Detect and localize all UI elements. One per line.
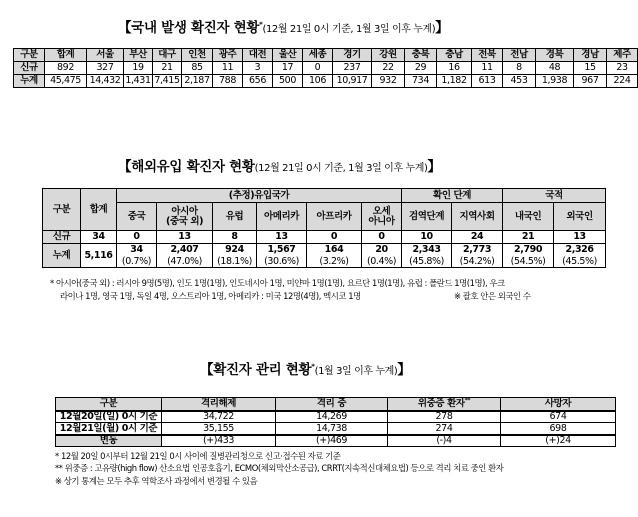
overseas-pct-cell: (3.2%) xyxy=(307,256,362,268)
domestic-header-cell: 경남 xyxy=(574,49,607,62)
overseas-new-cell: 13 xyxy=(257,231,307,244)
overseas-cum-cell: 924 xyxy=(213,244,257,256)
management-header-row xyxy=(56,398,616,411)
overseas-pct-cell: (45.5%) xyxy=(554,256,606,268)
domestic-cell: 106 xyxy=(303,75,333,88)
management-title-sub: (1월 3일 이후 누계) xyxy=(314,366,398,377)
domestic-cell: 224 xyxy=(607,75,638,88)
overseas-pct-cell: (47.0%) xyxy=(157,256,213,268)
domestic-cell: 892 xyxy=(45,62,87,75)
domestic-row-label: 신규 xyxy=(14,62,45,75)
overseas-new-label: 신규 xyxy=(43,231,81,244)
overseas-cum-cell: 2,343 xyxy=(402,244,452,256)
overseas-h-group-region: (추정)유입국가 xyxy=(117,189,402,203)
management-title-sup: * xyxy=(311,362,315,371)
overseas-new-cell: 21 xyxy=(503,231,554,244)
mgmt-h-isolated: 격리 중 xyxy=(276,398,388,411)
overseas-note-2: 라이나 1명, 영국 1명, 독일 4명, 오스트리아 1명, 아메리카 : 미국 12명(4명), 멕시코 1명 xyxy=(60,291,361,301)
domestic-header-cell: 인천 xyxy=(182,49,213,62)
overseas-new-cell: 8 xyxy=(213,231,257,244)
overseas-h-oceania xyxy=(362,203,402,231)
mgmt-note-2: ** 위중증 : 고유량(high flow) 산소요법 인공호흡기, ECMO(체외막산소공급), CRRT(지속적신대체요법) 등으로 격리 치료 중인 환자 xyxy=(55,463,504,473)
domestic-header-cell: 전남 xyxy=(503,49,536,62)
domestic-cell: 29 xyxy=(405,62,437,75)
domestic-header-cell: 서울 xyxy=(87,49,124,62)
overseas-h-total: 합계 xyxy=(81,189,117,231)
overseas-pct-cell: (45.8%) xyxy=(402,256,452,268)
domestic-header-cell: 부산 xyxy=(124,49,153,62)
overseas-cum-cell: 2,773 xyxy=(452,244,503,256)
mgmt-h-critical xyxy=(388,398,501,411)
domestic-cell: 85 xyxy=(182,62,213,75)
overseas-h-europe: 유럽 xyxy=(213,203,257,231)
domestic-cell: 656 xyxy=(243,75,273,88)
domestic-row-label: 누계 xyxy=(14,75,45,88)
overseas-cum-cell: 1,567 xyxy=(257,244,307,256)
domestic-cell: 500 xyxy=(273,75,303,88)
domestic-header-row xyxy=(14,49,638,62)
management-cell: 274 xyxy=(388,423,501,435)
domestic-cell: 327 xyxy=(87,62,124,75)
management-cell: 14,738 xyxy=(276,423,388,435)
management-row-label: 12월20일(일) 0시 기준 xyxy=(56,411,162,423)
overseas-new-cell: 13 xyxy=(554,231,606,244)
overseas-h-africa: 아프리카 xyxy=(307,203,362,231)
overseas-cum-cell: 34 xyxy=(117,244,157,256)
overseas-h-asia-l2: (중국 외) xyxy=(165,215,204,227)
mgmt-note-1: * 12월 20일 0시부터 12월 21일 0시 사이에 질병관리청으로 신고·접수된 자료 기준 xyxy=(55,451,341,461)
domestic-header-cell: 제주 xyxy=(607,49,638,62)
overseas-h-foreign: 외국인 xyxy=(554,203,606,231)
overseas-h-china: 중국 xyxy=(117,203,157,231)
overseas-cum-cell: 2,790 xyxy=(503,244,554,256)
domestic-title-sup: * xyxy=(259,20,263,29)
overseas-header-row1 xyxy=(43,189,606,203)
domestic-title-sub: (12월 21일 0시 기준, 1월 3일 이후 누계) xyxy=(262,24,436,35)
overseas-pct-row xyxy=(43,256,606,268)
domestic-cell: 45,475 xyxy=(45,75,87,88)
overseas-new-cell: 0 xyxy=(362,231,402,244)
overseas-cum-row xyxy=(43,244,606,256)
overseas-title xyxy=(118,155,441,175)
overseas-h-asia-l1: 아시아 xyxy=(171,205,198,217)
overseas-cum-label: 누계 xyxy=(43,244,81,268)
overseas-note-2b: ※ 괄호 안은 외국인 수 xyxy=(454,291,531,301)
domestic-cell: 14,432 xyxy=(87,75,124,88)
management-row-label: 12월21일(월) 0시 기준 xyxy=(56,423,162,435)
management-cell: (+)433 xyxy=(162,435,276,447)
management-title-end: 】 xyxy=(397,362,411,378)
domestic-title-end: 】 xyxy=(435,20,449,36)
domestic-cum-row xyxy=(14,75,638,88)
domestic-header-cell: 구분 xyxy=(14,49,45,62)
domestic-header-cell: 전북 xyxy=(472,49,503,62)
management-row-change xyxy=(56,435,616,447)
domestic-title-text: 【국내 발생 확진자 현황 xyxy=(118,20,260,36)
overseas-cum-cell: 2,326 xyxy=(554,244,606,256)
domestic-header-cell: 대구 xyxy=(153,49,182,62)
mgmt-h-critical-sup: ** xyxy=(464,397,471,405)
overseas-table xyxy=(42,188,606,268)
overseas-h-asia xyxy=(157,203,213,231)
overseas-note-1: * 아시아(중국 외) : 러시아 9명(5명), 인도 1명(1명), 인도네시아 1명, 미얀마 1명(1명), 요르단 1명(1명), 유럽 : 폴란드 1명(1명), 우크 xyxy=(50,278,505,288)
overseas-new-cell: 13 xyxy=(157,231,213,244)
overseas-cum-cell: 20 xyxy=(362,244,402,256)
domestic-header-cell: 대전 xyxy=(243,49,273,62)
domestic-cell: 613 xyxy=(472,75,503,88)
domestic-table xyxy=(13,48,638,88)
management-table xyxy=(55,397,616,447)
domestic-cell: 967 xyxy=(574,75,607,88)
overseas-cum-cell: 2,407 xyxy=(157,244,213,256)
domestic-header-cell: 울산 xyxy=(273,49,303,62)
management-row-label: 변동 xyxy=(56,435,162,447)
overseas-header-row2 xyxy=(43,203,606,231)
overseas-pct-cell: (0.7%) xyxy=(117,256,157,268)
domestic-title xyxy=(118,16,449,36)
overseas-h-korean: 내국인 xyxy=(503,203,554,231)
mgmt-h-deaths: 사망자 xyxy=(501,398,616,411)
overseas-title-text: 【해외유입 확진자 현황 xyxy=(118,159,255,175)
mgmt-h-released: 격리해제 xyxy=(162,398,276,411)
domestic-header-cell: 강원 xyxy=(372,49,405,62)
overseas-new-cell: 0 xyxy=(307,231,362,244)
domestic-cell: 932 xyxy=(372,75,405,88)
management-cell: 674 xyxy=(501,411,616,423)
management-cell: 14,269 xyxy=(276,411,388,423)
management-row-prev xyxy=(56,411,616,423)
domestic-cell: 3 xyxy=(243,62,273,75)
domestic-cell: 15 xyxy=(574,62,607,75)
overseas-title-sub: (12월 21일 0시 기준, 1월 3일 이후 누계) xyxy=(254,163,428,174)
overseas-h-group-nation: 국적 xyxy=(503,189,606,203)
overseas-pct-cell: (54.2%) xyxy=(452,256,503,268)
domestic-cell: 1,431 xyxy=(125,75,151,87)
overseas-cum-total: 5,116 xyxy=(81,244,117,268)
overseas-pct-cell: (0.4%) xyxy=(362,256,402,268)
domestic-cell: 16 xyxy=(437,62,472,75)
overseas-pct-cell: (30.6%) xyxy=(257,256,307,268)
domestic-cell: 19 xyxy=(124,62,153,75)
management-cell: 278 xyxy=(388,411,501,423)
domestic-new-row xyxy=(14,62,638,75)
management-cell: (+)24 xyxy=(501,435,616,447)
overseas-cum-cell: 164 xyxy=(307,244,362,256)
management-cell: 34,722 xyxy=(162,411,276,423)
management-cell: 35,155 xyxy=(162,423,276,435)
management-cell: (+)469 xyxy=(276,435,388,447)
domestic-header-cell: 세종 xyxy=(303,49,333,62)
domestic-header-cell: 경기 xyxy=(333,49,372,62)
overseas-h-label: 구분 xyxy=(43,189,81,231)
overseas-new-cell: 10 xyxy=(402,231,452,244)
overseas-h-america: 아메리카 xyxy=(257,203,307,231)
overseas-h-oceania-l1: 오세 xyxy=(372,205,391,217)
mgmt-h-critical-text: 위중증 환자 xyxy=(417,398,465,410)
domestic-cell: 1,182 xyxy=(437,75,472,88)
domestic-cell: 7,415 xyxy=(154,75,180,87)
overseas-pct-cell: (54.5%) xyxy=(503,256,554,268)
overseas-h-oceania-l2: 아니아 xyxy=(368,215,395,227)
overseas-pct-cell: (18.1%) xyxy=(213,256,257,268)
domestic-cell: 734 xyxy=(405,75,437,88)
overseas-h-community: 지역사회 xyxy=(452,203,503,231)
domestic-cell: 10,917 xyxy=(333,75,372,88)
domestic-cell: 21 xyxy=(153,62,182,75)
domestic-header-cell: 충남 xyxy=(437,49,472,62)
overseas-h-quarantine: 검역단계 xyxy=(402,203,452,231)
domestic-cell: 1,938 xyxy=(536,75,574,88)
domestic-cell: 788 xyxy=(213,75,243,88)
domestic-cell: 17 xyxy=(273,62,303,75)
overseas-new-cell: 24 xyxy=(452,231,503,244)
domestic-cell: 0 xyxy=(303,62,333,75)
management-title-text: 【확진자 관리 현황 xyxy=(200,362,312,378)
overseas-new-cell: 0 xyxy=(117,231,157,244)
domestic-header-cell: 충북 xyxy=(405,49,437,62)
domestic-cell: 237 xyxy=(333,62,372,75)
domestic-header-cell: 합계 xyxy=(45,49,87,62)
domestic-cell: 23 xyxy=(607,62,638,75)
overseas-title-end: 】 xyxy=(427,159,441,175)
mgmt-h-label: 구분 xyxy=(56,398,162,411)
management-cell: 698 xyxy=(501,423,616,435)
management-title xyxy=(200,358,411,378)
overseas-h-group-stage: 확인 단계 xyxy=(402,189,503,203)
mgmt-note-3: ※ 상기 통계는 모두 추후 역학조사 과정에서 변경될 수 있음 xyxy=(55,476,258,486)
domestic-cell: 8 xyxy=(503,62,536,75)
overseas-new-total: 34 xyxy=(81,231,117,244)
overseas-new-row xyxy=(43,231,606,244)
domestic-header-cell: 경북 xyxy=(536,49,574,62)
management-cell: (-)4 xyxy=(388,435,501,447)
domestic-cell: 22 xyxy=(372,62,405,75)
domestic-cell: 2,187 xyxy=(182,75,213,88)
domestic-cell: 11 xyxy=(472,62,503,75)
management-row-curr xyxy=(56,423,616,435)
domestic-cell: 48 xyxy=(536,62,574,75)
domestic-cell: 11 xyxy=(213,62,243,75)
domestic-header-cell: 광주 xyxy=(213,49,243,62)
domestic-cell: 453 xyxy=(503,75,536,88)
